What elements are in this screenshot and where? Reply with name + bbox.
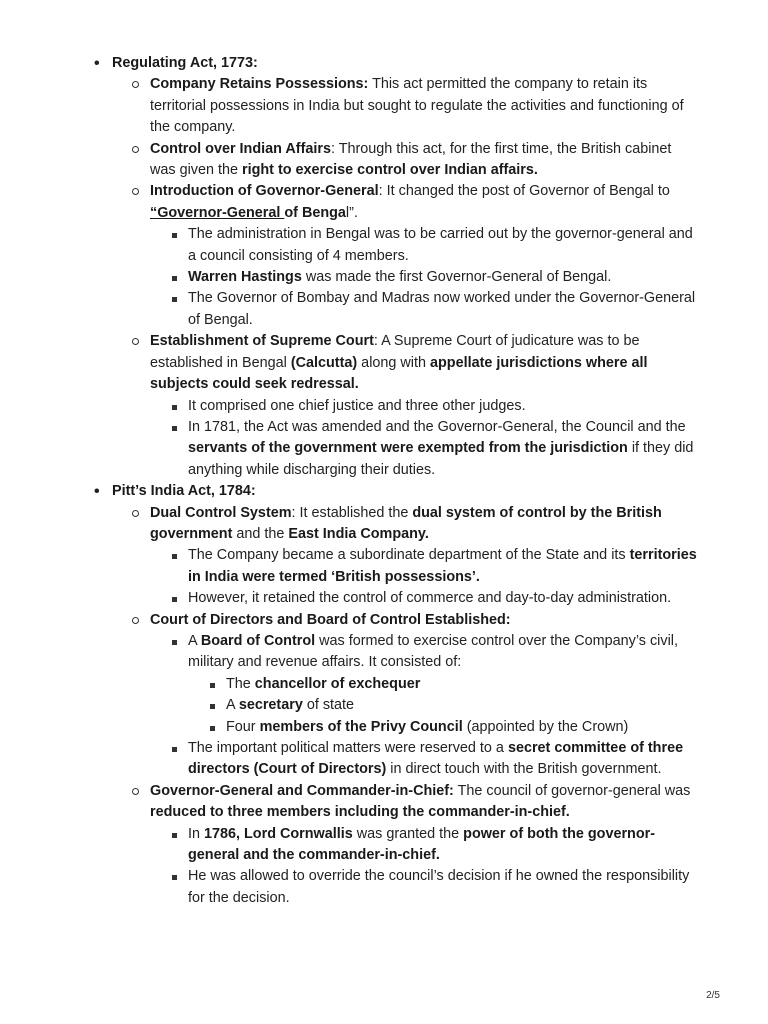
bold-text: Warren Hastings	[188, 269, 302, 286]
bullet-square-icon	[210, 674, 215, 695]
bold-text: Regulating Act, 1773:	[112, 55, 258, 71]
bold-text: Court of Directors and Board of Control Established:	[150, 611, 511, 628]
body-text: : Through this act, for the first time, the British cabinet was given the	[150, 140, 672, 179]
bullet-list	[90, 53, 700, 909]
body-text: l”.	[345, 204, 358, 221]
body-text: The important political matters were reserved to a	[188, 740, 508, 756]
body-text: : It established the	[291, 504, 413, 521]
bold-text: secret committee of three directors (Court of Directors)	[188, 740, 684, 778]
list-item-level-2	[90, 181, 700, 224]
bold-text: East India Company.	[288, 525, 429, 542]
body-text: : It changed the post of Governor of Bengal to	[378, 183, 670, 200]
bold-text: Establishment of Supreme Court	[150, 333, 374, 350]
bold-text: power of both the governor-general and the commander-in-chief.	[188, 825, 656, 864]
body-text: The	[226, 675, 255, 692]
list-item-level-2	[90, 331, 700, 395]
bold-text: secretary	[238, 697, 303, 714]
bold-text: Introduction of Governor-General	[150, 183, 379, 200]
list-item-level-3	[90, 545, 700, 588]
body-text: and the	[232, 525, 289, 542]
list-item-level-2	[90, 503, 700, 546]
body-text: if they did anything while discharging their duties.	[188, 440, 694, 478]
body-text: It comprised one chief justice and three other judges.	[188, 397, 526, 414]
list-item-level-3	[90, 288, 700, 331]
body-text: He was allowed to override the council’s decision if he owned the responsibility for the decision.	[188, 868, 690, 906]
bullet-square-icon	[172, 417, 177, 438]
bold-text: appellate jurisdictions where all subjects could seek redressal.	[150, 354, 648, 393]
list-item-level-4	[90, 695, 700, 716]
bold-text: members of the Privy Council	[259, 718, 463, 735]
list-item-level-3	[90, 417, 700, 481]
bold-text: of Benga	[284, 204, 346, 221]
bullet-square-icon	[172, 588, 177, 609]
body-text: The council of governor-general was	[453, 782, 691, 799]
bullet-disc-icon: •	[94, 483, 100, 501]
bullet-square-icon	[172, 866, 177, 887]
bold-text: territories in India were termed ‘British possessions’.	[188, 547, 697, 585]
bullet-disc-icon: •	[94, 55, 100, 72]
body-text: In 1781, the Act was amended and the Governor-General, the Council and the	[188, 418, 686, 435]
bold-text: Dual Control System	[150, 504, 292, 521]
body-text: of state	[302, 697, 355, 714]
bullet-circle-icon	[132, 139, 139, 160]
body-text: A	[226, 697, 239, 714]
bold-text: reduced to three members including the commander-in-chief.	[150, 804, 570, 821]
bold-text: dual system of control by the British government	[150, 504, 662, 542]
body-text: The Governor of Bombay and Madras now worked under the Governor-General of Bengal.	[188, 290, 696, 328]
list-item-level-3	[90, 396, 700, 417]
list-item-level-3	[90, 224, 700, 267]
bullet-square-icon	[172, 224, 177, 245]
list-item-level-4	[90, 674, 700, 695]
body-text: This act permitted the company to retain its territorial possessions in India but sought to regulate the activities and functioning of the company.	[150, 76, 684, 136]
body-text: In	[188, 825, 204, 842]
list-item-level-1	[90, 53, 700, 74]
list-item-level-3	[90, 267, 700, 288]
bold-text: Governor-General and Commander-in-Chief:	[150, 782, 454, 799]
list-item-level-2	[90, 610, 700, 631]
list-item-level-3	[90, 588, 700, 609]
bold-text: servants of the government were exempted from the jurisdiction	[188, 440, 628, 457]
bullet-square-icon	[210, 695, 215, 716]
body-text: in direct touch with the British government.	[386, 761, 662, 778]
list-item-level-1	[90, 481, 700, 502]
bullet-square-icon	[172, 545, 177, 566]
list-item-level-3	[90, 738, 700, 781]
bold-text: Control over Indian Affairs	[150, 140, 331, 157]
body-text: A	[188, 632, 201, 649]
bold-text: Pitt’s India Act, 1784:	[112, 483, 256, 500]
bold-text: chancellor of exchequer	[254, 675, 421, 692]
bullet-square-icon	[172, 288, 177, 309]
bold-text: “Governor-General	[150, 204, 285, 221]
body-text: was made the first Governor-General of Bengal.	[301, 269, 612, 286]
body-text: : A Supreme Court of judicature was to be established in Bengal	[150, 333, 640, 371]
bullet-square-icon	[172, 631, 177, 652]
body-text: Four	[226, 718, 260, 735]
bullet-circle-icon	[132, 74, 139, 95]
bullet-circle-icon	[132, 781, 139, 802]
body-text: was granted the	[352, 825, 464, 842]
list-item-level-4	[90, 717, 700, 738]
body-text: The Company became a subordinate department of the State and its	[188, 547, 630, 564]
bold-text: Board of Control	[200, 632, 316, 649]
document-body	[90, 53, 700, 909]
bold-text: (Calcutta)	[290, 354, 358, 371]
body-text: However, it retained the control of commerce and day-to-day administration.	[188, 590, 672, 607]
bullet-square-icon	[172, 824, 177, 845]
page-number: 2/5	[706, 990, 720, 1001]
body-text: along with	[357, 354, 430, 371]
list-item-level-3	[90, 866, 700, 909]
bold-text: 1786, Lord Cornwallis	[204, 825, 353, 842]
body-text: The administration in Bengal was to be carried out by the governor-general and a council consisting of 4 members.	[188, 226, 693, 264]
bullet-square-icon	[172, 396, 177, 417]
bullet-circle-icon	[132, 610, 139, 631]
bullet-square-icon	[172, 738, 177, 759]
bullet-circle-icon	[132, 181, 139, 202]
body-text: was formed to exercise control over the Company’s civil, military and revenue affairs. It consisted of:	[188, 632, 678, 671]
bullet-square-icon	[172, 267, 177, 288]
list-item-level-2	[90, 139, 700, 182]
bullet-square-icon	[210, 717, 215, 738]
bold-text: Company Retains Possessions:	[150, 76, 369, 93]
body-text: (appointed by the Crown)	[462, 718, 629, 735]
bullet-circle-icon	[132, 331, 139, 352]
bold-text: right to exercise control over Indian affairs.	[242, 162, 538, 179]
list-item-level-3	[90, 824, 700, 867]
list-item-level-2	[90, 781, 700, 824]
bullet-circle-icon	[132, 503, 139, 524]
list-item-level-3	[90, 631, 700, 674]
list-item-level-2	[90, 74, 700, 138]
